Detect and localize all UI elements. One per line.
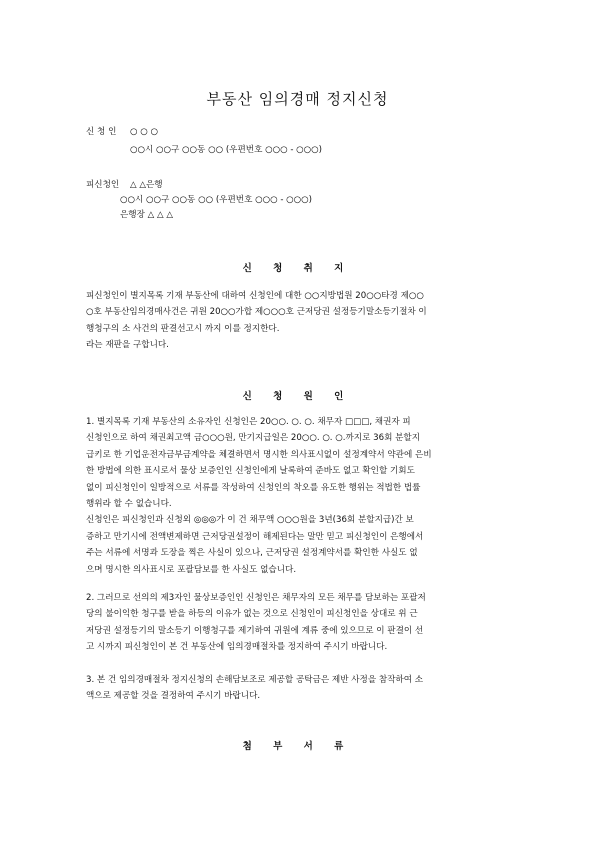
reason-line: 없이 피신청인이 일방적으로 서류를 작성하여 신청인의 착오를 유도한 행위는 적법한 법률 [86,482,421,493]
reason-line: 주는 서류에 서명과 도장을 찍은 사실이 있으나, 근저당권 설정계약서를 확인한 사실도 없 [86,548,418,559]
reason-line: 3. 본 건 임의경매절차 정지신청의 손해담보조로 제공할 공탁금은 제반 사정을 참작하여 소 [86,675,424,685]
purpose-heading: 신 청 취 지 [242,263,353,274]
page-title: 부동산 임의경매 정지신청 [206,90,389,108]
reason-line: 증하고 만기시에 전액변제하면 근저당권설정이 해제된다는 말만 믿고 피신청인이 은행에서 [86,531,424,542]
reason-line: 신청인으로 하여 채권최고액 금○○○원, 만기지급일은 20○○. ○. ○.까지로 36회 분할지 [86,433,421,444]
respondent-head: 은행장 △ △ △ [120,210,173,220]
reason-line: 당의 불이익한 청구를 받을 하등의 이유가 없는 것으로 신청인이 피신청인을 상대로 위 근 [86,609,418,620]
reason-line: 2. 그러므로 선의의 제3자인 물상보증인인 신청인은 채무자의 모든 채무를 담보하는 포괄저 [86,593,426,603]
reason-line: 액으로 제공할 것을 결정하여 주시기 바랍니다. [86,691,261,702]
purpose-line: 행청구의 소 사건의 판결선고시 까지 이를 정지한다. [86,323,280,334]
reason-heading: 신 청 원 인 [242,391,353,402]
reason-line: 한 방법에 의한 표시로서 물상 보증인인 신청인에게 날록하여 준바도 없고 확인할 기회도 [86,466,415,477]
applicant-name: ○ ○ ○ [130,127,158,137]
reason-line: 행위라 할 수 없습니다. [86,499,172,510]
reason-paragraph-1 [86,414,514,578]
purpose-paragraph [86,288,514,354]
purpose-line: 피신청인이 별지목록 기재 부동산에 대하여 신청인에 대한 ○○지방법원 20○○타경 제○○ [86,291,424,301]
reason-line: 으며 명시한 의사표시로 포괄담보를 한 사실도 없습니다. [86,564,297,575]
reason-line: 1. 별지목록 기재 부동산의 소유자인 신청인은 20○○. ○. ○. 채무자 □□□, 채권자 피 [86,417,411,427]
reason-line: 고 시까지 피신청인이 본 건 부동산에 임의경매절차를 정지하여 주시기 바랍니다. [86,642,388,653]
applicant-label: 신 청 인 [86,127,117,137]
reason-line: 신청인은 피신청인과 신청외 ◎◎◎가 이 건 채무액 ○○○원을 3년(36회 분할지급)간 보 [86,515,414,526]
purpose-line: 라는 재판을 구합니다. [86,340,169,351]
reason-paragraph-3 [86,672,514,705]
applicant-address: ○○시 ○○구 ○○동 ○○ (우편번호 ○○○ - ○○○) [130,145,323,155]
respondent-label: 피신청인 [86,180,120,190]
reason-line: 급키로 한 기업운전자금부금계약을 체결하면서 명시한 의사표시없이 설정계약서 약관에 은비 [86,449,432,460]
purpose-line: ○호 부동산임의경매사건은 귀원 20○○가합 제○○○호 근저당권 설정등기말소등기절차 이 [86,307,427,318]
respondent-name: △ △은행 [130,180,163,190]
reason-line: 저당권 설정등기의 말소등기 이행청구를 제기하여 귀원에 계류 중에 있으므로 이 판결이 선 [86,625,424,636]
respondent-address: ○○시 ○○구 ○○동 ○○ (우편번호 ○○○ - ○○○) [120,195,313,205]
reason-paragraph-2 [86,590,514,656]
attachments-heading: 첨 부 서 류 [242,741,353,752]
